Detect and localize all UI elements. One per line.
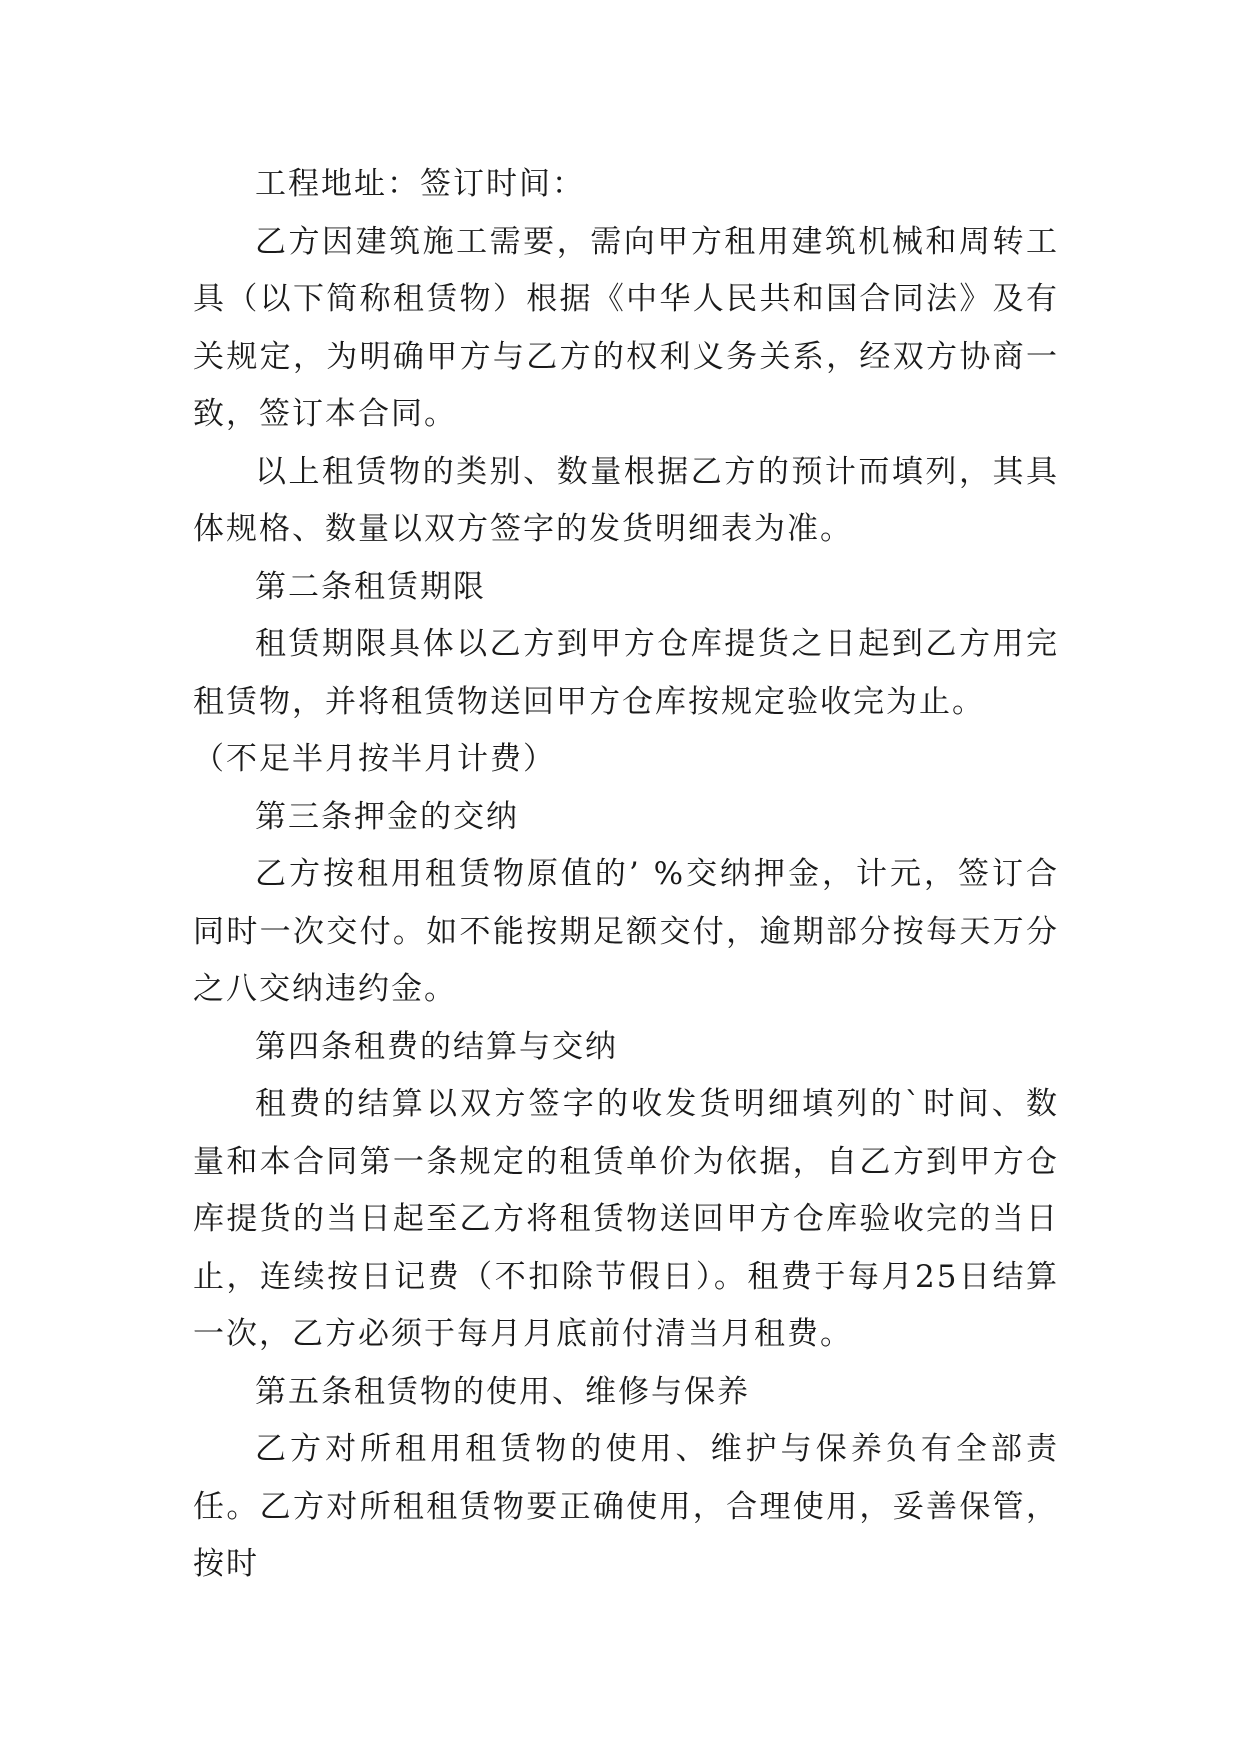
article-2-body: 租赁期限具体以乙方到甲方仓库提货之日起到乙方用完租赁物，并将租赁物送回甲方仓库按规定验收完为止。 [193, 626, 1059, 720]
article-5-heading: 第五条租赁物的使用、维修与保养 [255, 1373, 750, 1410]
article-5-body: 乙方对所租用租赁物的使用、维护与保养负有全部责任。乙方对所租租赁物要正确使用，合理使用，妥善保管，按时 [193, 1431, 1059, 1582]
article-2-note: （不足半月按半月计费） [193, 741, 556, 777]
rental-items-paragraph: 以上租赁物的类别、数量根据乙方的预计而填列，其具体规格、数量以双方签字的发货明细表为准。 [193, 453, 1059, 547]
article-3-heading: 第三条押金的交纳 [255, 798, 519, 835]
project-address-line: 工程地址：签订时间： [255, 166, 585, 202]
article-3-body: 乙方按租用租赁物原值的’ %交纳押金，计元，签订合同时一次交付。如不能按期足额交付，逾期部分按每天万分之八交纳违约金。 [193, 856, 1059, 1007]
article-4-heading: 第四条租费的结算与交纳 [255, 1028, 618, 1065]
contract-text [193, 156, 1059, 1594]
intro-paragraph: 乙方因建筑施工需要，需向甲方租用建筑机械和周转工具（以下简称租赁物）根据《中华人民共和国合同法》及有关规定，为明确甲方与乙方的权利义务关系，经双方协商一致，签订本合同。 [193, 223, 1059, 432]
article-2-heading: 第二条租赁期限 [255, 568, 486, 605]
article-4-body: 租费的结算以双方签字的收发货明细填列的`时间、数量和本合同第一条规定的租赁单价为依据，自乙方到甲方仓库提货的当日起至乙方将租赁物送回甲方仓库验收完的当日止，连续按日记费（不扣除节假日）。租费于每月25日结算一次，乙方必须于每月月底前付清当月租费。 [193, 1086, 1059, 1352]
